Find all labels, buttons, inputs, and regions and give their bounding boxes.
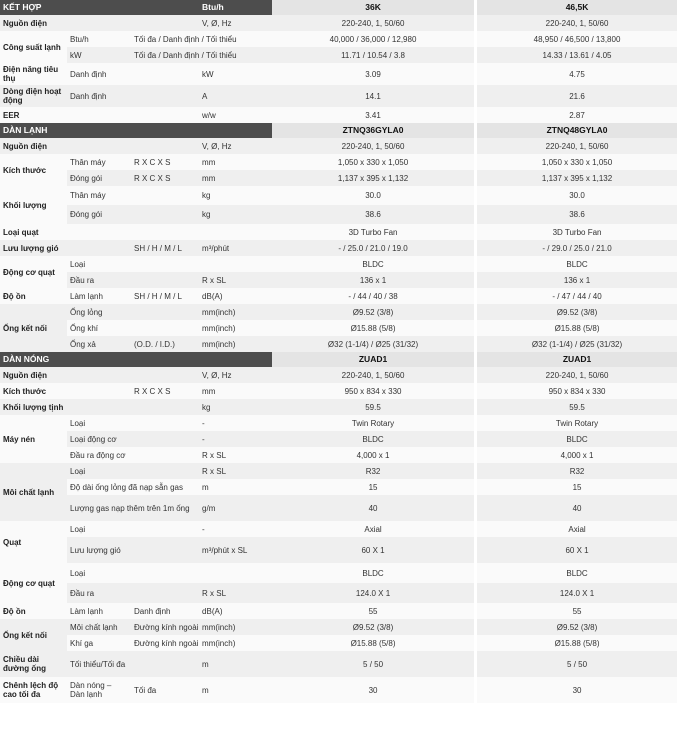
value-b: 2.87 xyxy=(477,107,677,123)
value-b: Ø9.52 (3/8) xyxy=(477,619,677,635)
row-sub: Làm lạnh xyxy=(67,288,131,304)
value-a: - / 44 / 40 / 38 xyxy=(272,288,474,304)
value-a: BLDC xyxy=(272,256,474,272)
value-b: 14.33 / 13.61 / 4.05 xyxy=(477,47,677,63)
table-row xyxy=(0,154,677,170)
row-sub: Loại xyxy=(67,521,199,537)
value-a: 15 xyxy=(272,479,474,495)
row-sub: Thân máy xyxy=(67,186,199,205)
row-unit: mm(inch) xyxy=(199,304,272,320)
row-label: Quạt xyxy=(0,521,67,563)
row-sub2: Tối đa xyxy=(131,677,199,703)
value-a: 5 / 50 xyxy=(272,651,474,677)
value-a: 30.0 xyxy=(272,186,474,205)
value-a: Ø9.52 (3/8) xyxy=(272,619,474,635)
row-unit: m³/phút x SL xyxy=(199,537,272,563)
row-unit: m xyxy=(199,479,272,495)
row-label: Chênh lệch độ cao tối đa xyxy=(0,677,67,703)
row-sub2: Danh định xyxy=(131,603,199,619)
value-b: BLDC xyxy=(477,256,677,272)
row-sub: Môi chất lạnh xyxy=(67,619,131,635)
value-a: 220-240, 1, 50/60 xyxy=(272,367,474,383)
value-b: 60 X 1 xyxy=(477,537,677,563)
value-a: 136 x 1 xyxy=(272,272,474,288)
table-row xyxy=(0,447,677,463)
value-a: Axial xyxy=(272,521,474,537)
value-a: 1,050 x 330 x 1,050 xyxy=(272,154,474,170)
table-row xyxy=(0,521,677,537)
model-b-header: ZTNQ48GYLA0 xyxy=(477,123,677,138)
table-row xyxy=(0,399,677,415)
row-unit: kg xyxy=(199,205,272,224)
table-row xyxy=(0,205,677,224)
row-unit: kg xyxy=(199,399,272,415)
row-unit: V, Ø, Hz xyxy=(199,367,272,383)
model-a-header: ZUAD1 xyxy=(272,352,474,367)
table-row xyxy=(0,537,677,563)
value-a: 30 xyxy=(272,677,474,703)
table-row xyxy=(0,367,677,383)
model-b-header: 46,5K xyxy=(477,0,677,15)
row-unit: - xyxy=(199,521,272,537)
table-row xyxy=(0,415,677,431)
value-a: - / 25.0 / 21.0 / 19.0 xyxy=(272,240,474,256)
row-sub2: Tối đa / Danh định / Tối thiểu xyxy=(131,31,272,47)
table-row xyxy=(0,224,677,240)
table-row xyxy=(0,563,677,583)
table-row xyxy=(0,15,677,31)
table-row xyxy=(0,63,677,85)
value-a: Ø32 (1-1/4) / Ø25 (31/32) xyxy=(272,336,474,352)
value-b: 220-240, 1, 50/60 xyxy=(477,138,677,154)
section-unit: Btu/h xyxy=(199,0,272,15)
value-b: - / 29.0 / 25.0 / 21.0 xyxy=(477,240,677,256)
row-sub: Ống xả xyxy=(67,336,131,352)
row-unit: mm(inch) xyxy=(199,320,272,336)
row-sub: Tối thiểu/Tối đa xyxy=(67,651,199,677)
row-unit: V, Ø, Hz xyxy=(199,138,272,154)
value-a: 40 xyxy=(272,495,474,521)
value-b: 136 x 1 xyxy=(477,272,677,288)
value-b: Ø9.52 (3/8) xyxy=(477,304,677,320)
row-unit: R x SL xyxy=(199,272,272,288)
value-b: 1,050 x 330 x 1,050 xyxy=(477,154,677,170)
row-sub: Thân máy xyxy=(67,154,131,170)
row-sub: Loại xyxy=(67,463,199,479)
row-label: Lưu lượng gió xyxy=(0,240,131,256)
row-unit: mm xyxy=(199,170,272,186)
table-row xyxy=(0,431,677,447)
row-sub: Đóng gói xyxy=(67,205,199,224)
row-label: EER xyxy=(0,107,199,123)
row-unit: m xyxy=(199,651,272,677)
row-sub2: (O.D. / I.D.) xyxy=(131,336,199,352)
table-row xyxy=(0,256,677,272)
row-unit: mm xyxy=(199,154,272,170)
table-row xyxy=(0,240,677,256)
value-a: 3.09 xyxy=(272,63,474,85)
row-sub: Lượng gas nạp thêm trên 1m ống xyxy=(67,495,199,521)
value-a: 59.5 xyxy=(272,399,474,415)
row-label: Ống kết nối xyxy=(0,619,67,651)
table-row xyxy=(0,619,677,635)
table-row xyxy=(0,47,677,63)
table-row xyxy=(0,463,677,479)
value-b: 59.5 xyxy=(477,399,677,415)
row-unit: mm(inch) xyxy=(199,336,272,352)
row-label: Công suất lạnh xyxy=(0,31,67,63)
value-b: 55 xyxy=(477,603,677,619)
row-sub: Dàn nóng – Dàn lạnh xyxy=(67,677,131,703)
row-label: Loại quạt xyxy=(0,224,272,240)
value-a: 950 x 834 x 330 xyxy=(272,383,474,399)
row-sub: Danh định xyxy=(67,85,199,107)
section-title: KẾT HỢP xyxy=(0,0,199,15)
value-a: 1,137 x 395 x 1,132 xyxy=(272,170,474,186)
row-sub: Độ dài ống lỏng đã nạp sẵn gas xyxy=(67,479,199,495)
row-unit: kW xyxy=(199,63,272,85)
section-title: DÀN LẠNH xyxy=(0,123,272,138)
row-sub: Đầu ra xyxy=(67,272,199,288)
value-a: 38.6 xyxy=(272,205,474,224)
row-label: Khối lượng xyxy=(0,186,67,224)
value-b: 950 x 834 x 330 xyxy=(477,383,677,399)
value-a: Ø15.88 (5/8) xyxy=(272,635,474,651)
table-row xyxy=(0,85,677,107)
value-b: 220-240, 1, 50/60 xyxy=(477,367,677,383)
value-a: Twin Rotary xyxy=(272,415,474,431)
row-sub: Ống khí xyxy=(67,320,199,336)
section-header-dan-lanh xyxy=(0,123,677,138)
row-label: Điện năng tiêu thụ xyxy=(0,63,67,85)
row-sub: Làm lạnh xyxy=(67,603,131,619)
row-sub: Khí ga xyxy=(67,635,131,651)
row-unit: A xyxy=(199,85,272,107)
row-sub: kW xyxy=(67,47,131,63)
row-unit: V, Ø, Hz xyxy=(199,15,272,31)
row-label: Độ ồn xyxy=(0,288,67,304)
value-a: Ø9.52 (3/8) xyxy=(272,304,474,320)
value-a: 3D Turbo Fan xyxy=(272,224,474,240)
row-sub: Ống lỏng xyxy=(67,304,199,320)
value-b: 220-240, 1, 50/60 xyxy=(477,15,677,31)
row-unit: dB(A) xyxy=(199,288,272,304)
value-b: 48,950 / 46,500 / 13,800 xyxy=(477,31,677,47)
row-label: Nguồn điện xyxy=(0,367,199,383)
row-label: Môi chất lạnh xyxy=(0,463,67,521)
value-b: 21.6 xyxy=(477,85,677,107)
value-a: 55 xyxy=(272,603,474,619)
value-a: BLDC xyxy=(272,563,474,583)
row-unit: - xyxy=(199,415,272,431)
row-sub: Loại động cơ xyxy=(67,431,199,447)
value-a: 3.41 xyxy=(272,107,474,123)
value-b: - / 47 / 44 / 40 xyxy=(477,288,677,304)
value-b: Ø15.88 (5/8) xyxy=(477,635,677,651)
row-label: Động cơ quạt xyxy=(0,256,67,288)
row-sub: Đầu ra xyxy=(67,583,199,603)
section-title: DÀN NÓNG xyxy=(0,352,272,367)
value-b: 15 xyxy=(477,479,677,495)
row-sub2: R X C X S xyxy=(131,154,199,170)
row-sub2: Tối đa / Danh định / Tối thiểu xyxy=(131,47,272,63)
row-sub: Loại xyxy=(67,415,199,431)
row-unit: mm(inch) xyxy=(199,635,272,651)
table-row xyxy=(0,272,677,288)
row-label: Độ ồn xyxy=(0,603,67,619)
row-label: Ống kết nối xyxy=(0,304,67,352)
row-unit: mm xyxy=(199,383,272,399)
table-row xyxy=(0,651,677,677)
row-unit: - xyxy=(199,431,272,447)
row-sub: Loại xyxy=(67,256,272,272)
table-row xyxy=(0,635,677,651)
row-label: Kích thước xyxy=(0,383,131,399)
value-b: BLDC xyxy=(477,431,677,447)
value-b: 1,137 x 395 x 1,132 xyxy=(477,170,677,186)
section-header-ket-hop xyxy=(0,0,677,15)
value-b: 4,000 x 1 xyxy=(477,447,677,463)
value-b: Twin Rotary xyxy=(477,415,677,431)
table-row xyxy=(0,288,677,304)
row-sub: Danh định xyxy=(67,63,199,85)
model-a-header: ZTNQ36GYLA0 xyxy=(272,123,474,138)
row-unit: R x SL xyxy=(199,583,272,603)
row-label: Nguồn điện xyxy=(0,138,199,154)
row-unit: m xyxy=(199,677,272,703)
value-b: 124.0 X 1 xyxy=(477,583,677,603)
row-unit: m³/phút xyxy=(199,240,272,256)
value-b: 40 xyxy=(477,495,677,521)
value-b: 30 xyxy=(477,677,677,703)
row-label: Khối lượng tịnh xyxy=(0,399,199,415)
table-row xyxy=(0,479,677,495)
table-row xyxy=(0,138,677,154)
row-sub: Lưu lượng gió xyxy=(67,537,199,563)
row-sub2: SH / H / M / L xyxy=(131,288,199,304)
value-a: BLDC xyxy=(272,431,474,447)
row-sub2: SH / H / M / L xyxy=(131,240,199,256)
value-b: 5 / 50 xyxy=(477,651,677,677)
value-b: 3D Turbo Fan xyxy=(477,224,677,240)
value-a: 220-240, 1, 50/60 xyxy=(272,138,474,154)
table-row xyxy=(0,583,677,603)
row-label: Chiều dài đường ống xyxy=(0,651,67,677)
table-row xyxy=(0,336,677,352)
value-b: Axial xyxy=(477,521,677,537)
row-unit: mm(inch) xyxy=(199,619,272,635)
value-a: 14.1 xyxy=(272,85,474,107)
row-unit: g/m xyxy=(199,495,272,521)
row-unit: dB(A) xyxy=(199,603,272,619)
value-b: R32 xyxy=(477,463,677,479)
row-sub2: R X C X S xyxy=(131,170,199,186)
table-row xyxy=(0,677,677,703)
value-a: 4,000 x 1 xyxy=(272,447,474,463)
table-row xyxy=(0,383,677,399)
table-row xyxy=(0,495,677,521)
table-row xyxy=(0,603,677,619)
model-a-header: 36K xyxy=(272,0,474,15)
row-label: Động cơ quạt xyxy=(0,563,67,603)
row-sub2: R X C X S xyxy=(131,383,199,399)
table-row xyxy=(0,107,677,123)
value-a: 60 X 1 xyxy=(272,537,474,563)
row-sub: Loại xyxy=(67,563,272,583)
row-sub: Btu/h xyxy=(67,31,131,47)
table-row xyxy=(0,304,677,320)
row-sub2: Đường kính ngoài xyxy=(131,635,199,651)
row-sub: Đầu ra động cơ xyxy=(67,447,199,463)
model-b-header: ZUAD1 xyxy=(477,352,677,367)
value-b: 4.75 xyxy=(477,63,677,85)
value-a: 220-240, 1, 50/60 xyxy=(272,15,474,31)
row-unit: R x SL xyxy=(199,463,272,479)
value-b: Ø32 (1-1/4) / Ø25 (31/32) xyxy=(477,336,677,352)
row-label: Nguồn điện xyxy=(0,15,199,31)
row-unit: kg xyxy=(199,186,272,205)
table-row xyxy=(0,320,677,336)
row-sub2: Đường kính ngoài xyxy=(131,619,199,635)
value-b: BLDC xyxy=(477,563,677,583)
value-b: Ø15.88 (5/8) xyxy=(477,320,677,336)
row-label: Máy nén xyxy=(0,415,67,463)
row-label: Dòng điện hoạt động xyxy=(0,85,67,107)
table-row xyxy=(0,186,677,205)
value-a: 124.0 X 1 xyxy=(272,583,474,603)
value-a: 40,000 / 36,000 / 12,980 xyxy=(272,31,474,47)
section-header-dan-nong xyxy=(0,352,677,367)
row-unit: w/w xyxy=(199,107,272,123)
value-a: Ø15.88 (5/8) xyxy=(272,320,474,336)
row-label: Kích thước xyxy=(0,154,67,186)
value-b: 30.0 xyxy=(477,186,677,205)
value-b: 38.6 xyxy=(477,205,677,224)
value-a: 11.71 / 10.54 / 3.8 xyxy=(272,47,474,63)
table-row xyxy=(0,31,677,47)
row-unit: R x SL xyxy=(199,447,272,463)
table-row xyxy=(0,170,677,186)
value-a: R32 xyxy=(272,463,474,479)
row-sub: Đóng gói xyxy=(67,170,131,186)
